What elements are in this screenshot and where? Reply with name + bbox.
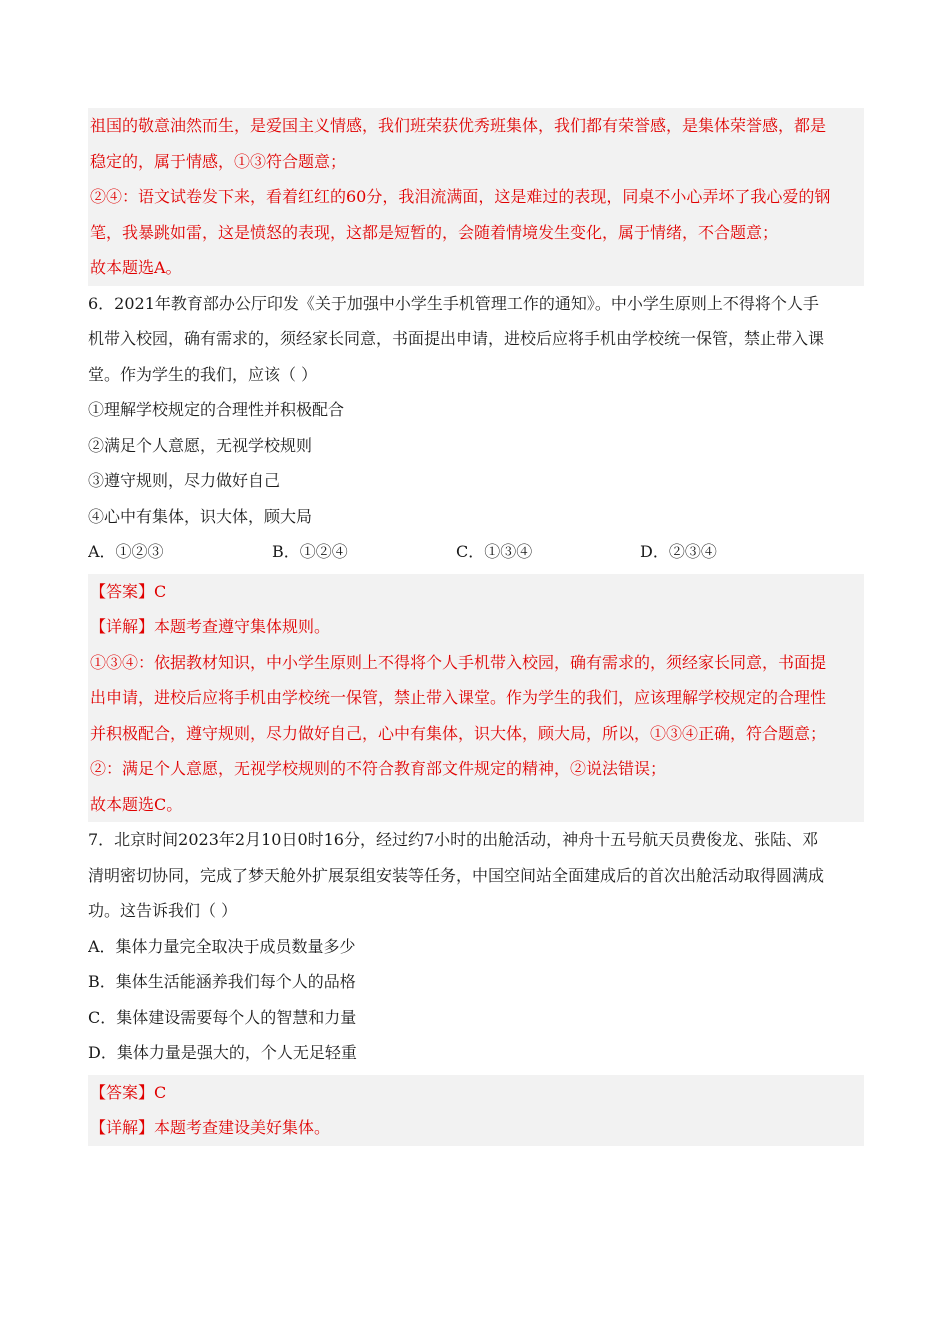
option-c: C．①③④ [456,542,533,561]
option-a: A．①②③ [88,542,164,561]
statement-item: ④心中有集体，识大体，顾大局 [88,506,313,526]
question-7 [88,822,864,1146]
question-stem: 6．2021年教育部办公厅印发《关于加强中小学生手机管理工作的通知》。中小学生原则上不得将个人手 [88,293,819,313]
option-d: D．集体力量是强大的，个人无足轻重 [88,1043,357,1062]
analysis-line: 故本题选C。 [88,787,864,823]
answer-line: 故本题选A。 [88,250,864,286]
question-stem: 机带入校园，确有需求的，须经家长同意，书面提出申请，进校后应将手机由学校统一保管，禁止带入课 [88,329,825,348]
analysis-line: ①③④：依据教材知识，中小学生原则上不得将个人手机带入校园，确有需求的，须经家长同意，书面提 [88,645,864,681]
statement-item: ③遵守规则，尽力做好自己 [88,471,281,490]
answer-label: 【答案】C [88,574,864,610]
option-a: A．集体力量完全取决于成员数量多少 [88,936,356,956]
question-stem: 7．北京时间2023年2月10日0时16分，经过约7小时的出舱活动，神舟十五号航天员费俊龙、张陆、邓 [88,830,819,849]
choice-options [88,534,864,570]
question-stem: 堂。作为学生的我们，应该（ ） [88,364,318,384]
document-page [88,108,864,1146]
option-b: B．①②④ [272,542,348,561]
option-c: C．集体建设需要每个人的智慧和力量 [88,1007,357,1027]
analysis-line: 【详解】本题考查遵守集体规则。 [88,609,864,645]
analysis-line: 并积极配合，遵守规则，尽力做好自己，心中有集体，识大体，顾大局，所以，①③④正确，符合题意； [88,716,864,752]
question-6 [88,286,864,823]
question-stem: 清明密切协同，完成了梦天舱外扩展泵组安装等任务，中国空间站全面建成后的首次出舱活动取得圆满成 [88,865,825,885]
answer-line: 稳定的，属于情感，①③符合题意； [88,144,864,180]
answer-line: ②④：语文试卷发下来，看着红红的60分，我泪流满面，这是难过的表现，同桌不小心弄坏了我心爱的钢 [88,179,864,215]
q6-answer-block [88,574,864,823]
analysis-line: 【详解】本题考查建设美好集体。 [88,1110,864,1146]
option-d: D．②③④ [640,542,717,561]
option-b: B．集体生活能涵养我们每个人的品格 [88,972,356,991]
statement-item: ②满足个人意愿，无视学校规则 [88,435,313,455]
question-stem: 功。这告诉我们（ ） [88,901,238,920]
statement-item: ①理解学校规定的合理性并积极配合 [88,400,345,419]
q7-answer-block [88,1075,864,1146]
analysis-line: ②：满足个人意愿，无视学校规则的不符合教育部文件规定的精神，②说法错误； [88,751,864,787]
analysis-line: 出申请，进校后应将手机由学校统一保管，禁止带入课堂。作为学生的我们，应该理解学校规定的合理性 [88,680,864,716]
q5-answer-block [88,108,864,286]
answer-label: 【答案】C [88,1075,864,1111]
answer-line: 祖国的敬意油然而生，是爱国主义情感，我们班荣获优秀班集体，我们都有荣誉感，是集体荣誉感，都是 [88,108,864,144]
answer-line: 笔，我暴跳如雷，这是愤怒的表现，这都是短暂的，会随着情境发生变化，属于情绪，不合题意； [88,215,864,251]
